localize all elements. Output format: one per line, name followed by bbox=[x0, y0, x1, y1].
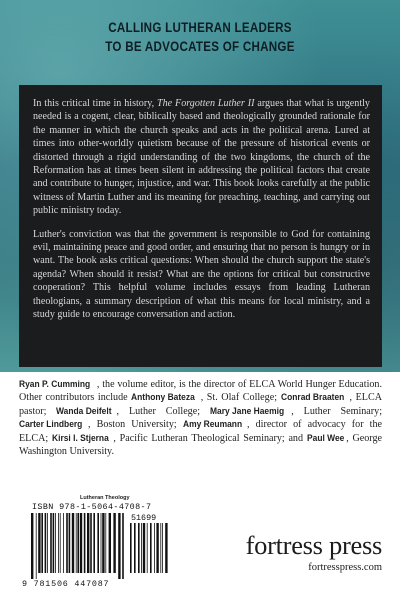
contributor-affiliation: , director of advocacy for the ELCA; bbox=[19, 419, 382, 444]
contributors-paragraph bbox=[19, 378, 382, 458]
publisher-block bbox=[222, 531, 382, 575]
contributor-name: Kirsi I. Stjerna bbox=[51, 432, 109, 444]
barcode-digits: 9 781506 447087 bbox=[22, 579, 110, 589]
editor-name: Ryan P. Cumming bbox=[19, 379, 91, 390]
blurb-p1-intro: In this critical time in history, bbox=[33, 98, 158, 109]
contributor-name: Carter Lindberg bbox=[19, 419, 83, 431]
isbn-text: ISBN 978-1-5064-4708-7 bbox=[32, 502, 152, 512]
blurb-panel bbox=[19, 85, 382, 367]
contributor-name: Paul Wee bbox=[306, 432, 345, 444]
blurb-p1-body: argues that what is urgently needed is a cogent, clear, biblically based and theologically grounded rationale for the manner in which the church speaks and acts in the political arena. Lured at times into other-worldly quietism because of the pressure of historical events or distorted through a rigid understanding of the two kingdoms, the church of the Reformation has at times been silent in addressing the political factors that create and contribute to hunger, injustice, and war. This book looks carefully at the public witness of Martin Luther and its meaning for preaching, teaching, and carrying out public ministry today. bbox=[33, 98, 370, 217]
contributor-name: Anthony Bateza bbox=[131, 392, 195, 404]
editor-description: , the volume editor, is the director of ELCA World Hunger Education. Other contributors include bbox=[19, 379, 382, 404]
contributor-name: Conrad Braaten bbox=[280, 392, 344, 404]
tagline-line-1: CALLING LUTHERAN LEADERS bbox=[108, 20, 292, 35]
contributor-affiliation: , St. Olaf College; bbox=[200, 392, 281, 404]
book-title: The Forgotten Luther II bbox=[157, 98, 255, 109]
contributor-name: Mary Jane Haemig bbox=[209, 405, 285, 417]
contributor-name: Amy Reumann bbox=[182, 419, 242, 431]
contributor-name: Wanda Deifelt bbox=[56, 405, 112, 417]
blurb-paragraph-2: Luther's conviction was that the government is responsible to God for containing evil, maintaining peace and good order, and ensuring that no person is hungry or in want. The book asks critical questions: When should the church support the state's agenda? When should it resist? What are the options for critical but constructive cooperation? This helpful volume includes essays from leading Lutheran theologians, a summary description of what this means for local ministry, and a study guide to encourage conversation and action. bbox=[33, 228, 370, 321]
contributor-affiliation: , Luther College; bbox=[116, 405, 210, 417]
price-code: 51699 bbox=[131, 513, 157, 523]
tagline-line-2: TO BE ADVOCATES OF CHANGE bbox=[105, 39, 295, 54]
contributor-affiliation: , George Washington University. bbox=[19, 432, 382, 458]
barcode-block bbox=[20, 495, 172, 591]
barcode-icon bbox=[30, 513, 126, 579]
contributor-affiliation: , ELCA pastor; bbox=[19, 392, 382, 417]
cover-tagline bbox=[28, 18, 372, 56]
contributor-affiliation: , Pacific Lutheran Theological Seminary; and bbox=[113, 432, 307, 444]
category-label: Lutheran Theology bbox=[80, 495, 130, 501]
publisher-name: fortress press bbox=[245, 530, 382, 560]
publisher-url[interactable]: fortresspress.com bbox=[308, 562, 382, 573]
contributor-affiliation: , Luther Seminary; bbox=[291, 405, 383, 417]
price-barcode-icon bbox=[129, 523, 169, 579]
blurb-paragraph-1 bbox=[33, 97, 370, 218]
contributor-affiliation: , Boston University; bbox=[87, 419, 183, 431]
